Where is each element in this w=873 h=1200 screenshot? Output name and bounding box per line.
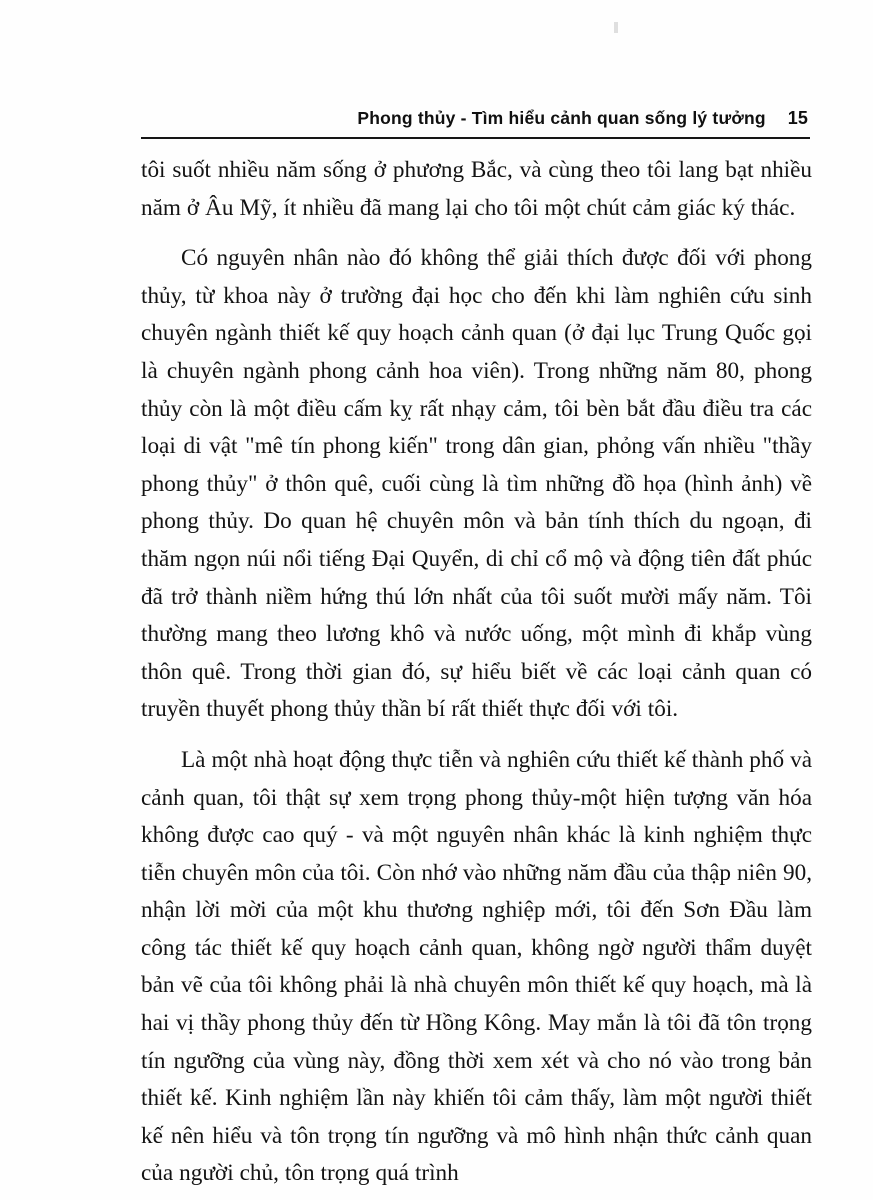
page-number: 15 xyxy=(787,108,808,128)
paragraph-body: Có nguyên nhân nào đó không thể giải thích được đối với phong thủy, từ khoa này ở trường đại học cho đến khi làm nghiên cứu sinh chuyên ngành thiết kế quy hoạch cảnh quan (ở đại lục Trung Quốc gọi là chuyên ngành phong cảnh hoa viên). Trong những năm 80, phong thủy còn là một điều cấm kỵ rất nhạy cảm, tôi bèn bắt đầu điều tra các loại di vật "mê tín phong kiến" trong dân gian, phỏng vấn nhiều "thầy phong thủy" ở thôn quê, cuối cùng là tìm những đồ họa (hình ảnh) về phong thủy. Do quan hệ chuyên môn và bản tính thích du ngoạn, đi thăm ngọn núi nổi tiếng Đại Quyển, di chỉ cổ mộ và động tiên đất phúc đã trở thành niềm hứng thú lớn nhất của tôi suốt mười mấy năm. Tôi thường mang theo lương khô và nước uống, một mình đi khắp vùng thôn quê. Trong thời gian đó, sự hiểu biết về các loại cảnh quan có truyền thuyết phong thủy thần bí rất thiết thực đối với tôi. xyxy=(141,245,812,723)
scan-artifact-speck xyxy=(614,22,618,33)
running-head-title: Phong thủy - Tìm hiểu cảnh quan sống lý tưởng xyxy=(357,108,766,128)
paragraph-body: Là một nhà hoạt động thực tiễn và nghiên cứu thiết kế thành phố và cảnh quan, tôi thật sự xem trọng phong thủy-một hiện tượng văn hóa không được cao quý - và một nguyên nhân khác là kinh nghiệm thực tiễn chuyên môn của tôi. Còn nhớ vào những năm đầu của thập niên 90, nhận lời mời của một khu thương nghiệp mới, tôi đến Sơn Đầu làm công tác thiết kế quy hoạch cảnh quan, không ngờ người thẩm duyệt bản vẽ của tôi không phải là nhà chuyên môn thiết kế quy hoạch, mà là hai vị thầy phong thủy đến từ Hồng Kông. May mắn là tôi đã tôn trọng tín ngưỡng của vùng này, đồng thời xem xét và cho nó vào trong bản thiết kế. Kinh nghiệm lần này khiến tôi cảm thấy, làm một người thiết kế nên hiểu và tôn trọng tín ngưỡng và mô hình nhận thức cảnh quan của người chủ, tôn trọng quá trình xyxy=(141,746,812,1187)
running-head xyxy=(141,108,810,129)
body-text-column xyxy=(141,152,812,1193)
header-rule-divider xyxy=(141,137,810,139)
paragraph-continuation: tôi suốt nhiều năm sống ở phương Bắc, và cùng theo tôi lang bạt nhiều năm ở Âu Mỹ, ít nhiều đã mang lại cho tôi một chút cảm giác ký thác. xyxy=(141,157,812,221)
